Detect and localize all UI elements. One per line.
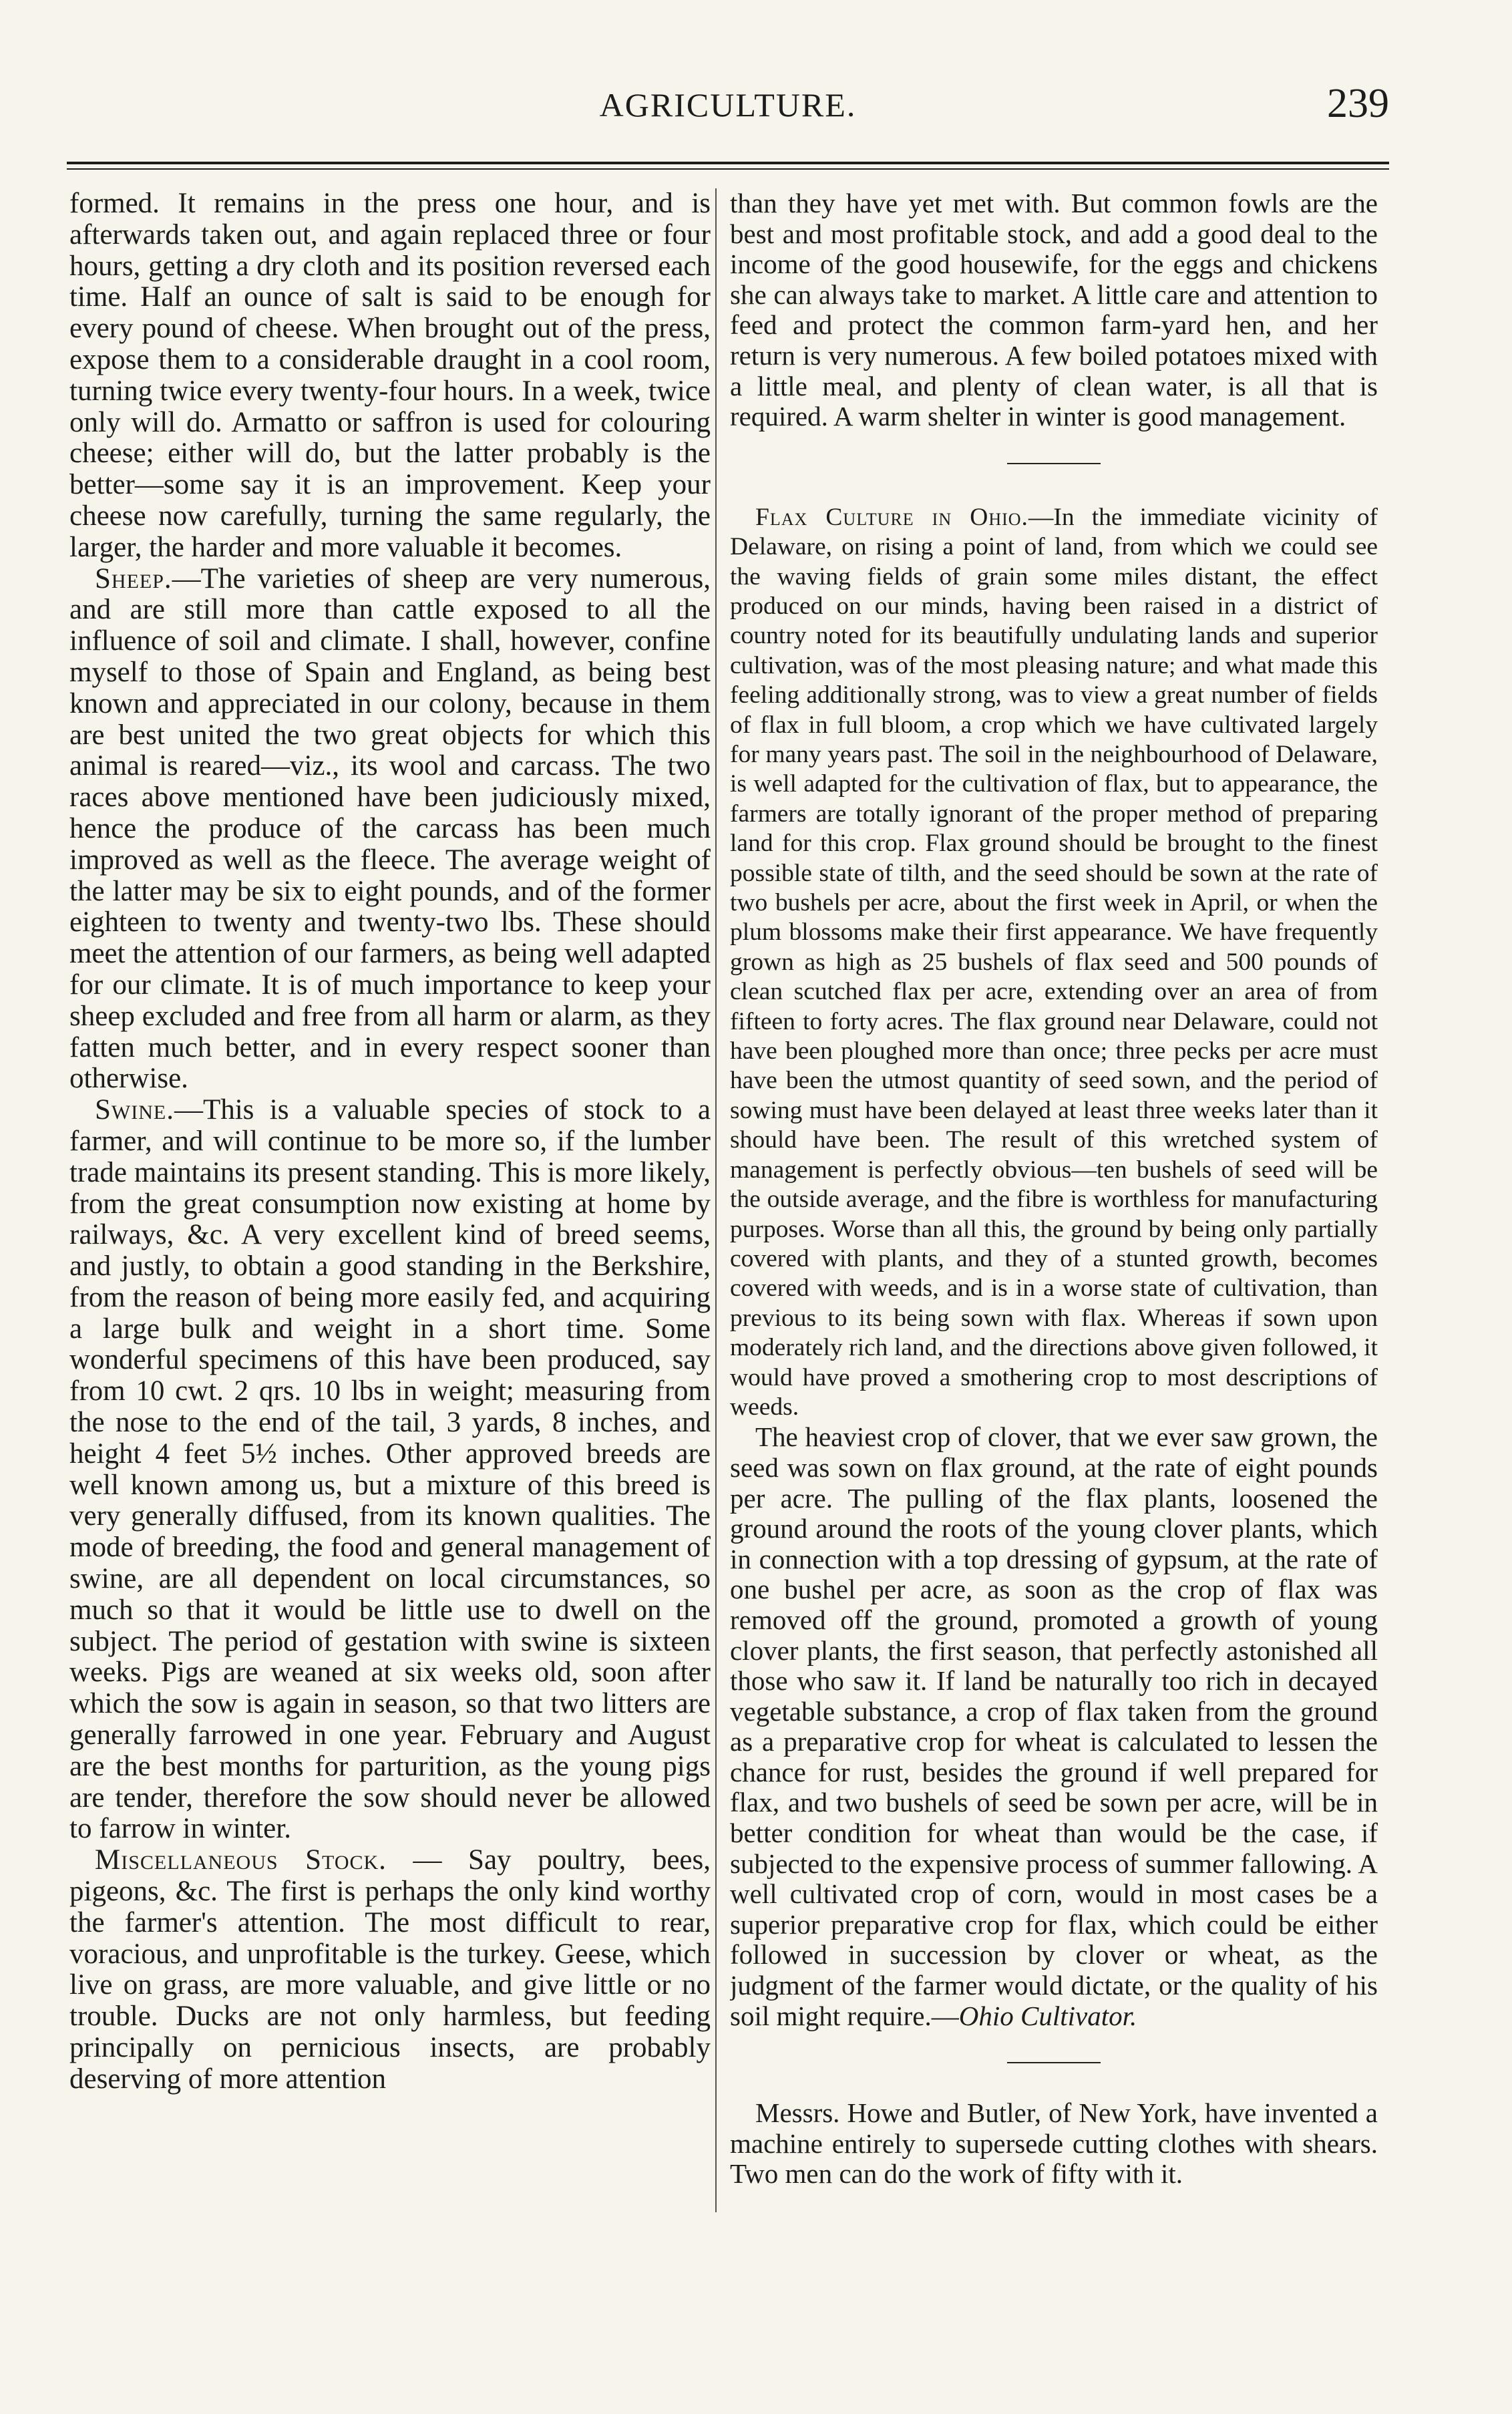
flax-text: —In the immediate vicinity of Delaware, on rising a point of land, from which we could see the waving fields of grain some miles distant, the effect produced on our minds, having been raised in a district of country noted for its beautifully undulating lands and superior cultivation, was of the most pleasing nature; and what made this feeling additionally strong, was to view a great number of fields of flax in full bloom, a crop which we have cultivated largely for many years past. The soil in the neighbourhood of Delaware, is well adapted for the cultivation of flax, but to appearance, the farmers are totally ignorant of the proper method of preparing land for this crop. Flax ground should be brought to the finest possible state of tilth, and the seed should be sown at the rate of two bushels per acre, about the first week in April, or when the plum blossoms make their first appearance. We have frequently grown as high as 25 bushels of flax seed and 500 pounds of clean scutched flax per acre, extending over an area of from fifteen to forty acres. The flax ground near Delaware, could not have been ploughed more than once; three pecks per acre must have been the utmost quantity of seed sown, and the period of sowing must have been delayed at least three weeks later than it should have been. The result of this wretched system of management is perfectly obvious—ten bushels of seed will be the outside average, and the fibre is worthless for manufacturing purposes. Worse than all this, the ground by being only partially covered with plants, and they of a stunted growth, becomes covered with weeds, and is in a worse state of cultivation, than previous to its being sown with flax. Whereas if sown upon moderately rich land, and the directions above given followed, it would have proved a smothering crop to most descriptions of weeds. [730,503,1378,1421]
cheese-paragraph: formed. It remains in the press one hour, and is afterwards taken out, and again replaced three or four hours, getting a dry cloth and its position reversed each time. Half an ounce of salt is said to be enough for every pound of cheese. When brought out of the press, expose them to a considerable draught in a cool room, turning twice every twenty-four hours. In a week, twice only will do. Armatto or saffron is used for colouring cheese; either will do, but the latter probably is the better—some say it is an improvement. Keep your cheese now carefully, turning the same regularly, the larger, the harder and more valuable it becomes. [69,188,711,563]
flax-heading: Flax Culture in Ohio. [755,503,1028,531]
left-column [69,188,711,2219]
sheep-heading: Sheep. [95,562,172,594]
page-number: 239 [1327,81,1389,126]
swine-text: —This is a valuable species of stock to a farmer, and will continue to be more so, if the lumber trade maintains its present standing. This is more likely, from the great consumption now existing at home by railways, &c. A very excellent kind of breed seems, and justly, to obtain a good standing in the Berkshire, from the reason of being more easily fed, and acquiring a large bulk and weight in a short time. Some wonderful specimens of this have been produced, say from 10 cwt. 2 qrs. 10 lbs in weight; measuring from the nose to the end of the tail, 3 yards, 8 inches, and height 4 feet 5½ inches. Other approved breeds are well known among us, but a mixture of this breed is very generally diffused, from its known qualities. The mode of breeding, the food and general management of swine, are all dependent on local circumstances, so much so that it would be little use to dwell on the subject. The period of gestation with swine is sixteen weeks. Pigs are weaned at six weeks old, soon after which the sow is again in season, so that two litters are generally farrowed in one year. February and August are the best months for parturition, as the young pigs are tender, therefore the sow should never be allowed to farrow in winter. [69,1094,711,1845]
section-separator [1007,463,1101,464]
poultry-paragraph: than they have yet met with. But common fowls are the best and most profitable stock, and add a good deal to the income of the good housewife, for the eggs and chickens she can always take to market. A little care and attention to feed and protect the common farm-yard hen, and her return is very numerous. A few boiled potatoes mixed with a little meal, and plenty of clean water, is all that is required. A warm shelter in winter is good management. [730,188,1378,432]
right-column [730,188,1378,2219]
misc-stock-paragraph [69,1845,711,2095]
clover-source: Ohio Cultivator. [958,2000,1137,2031]
misc-stock-heading: Miscellaneous Stock. [95,1844,387,1876]
sheep-text: —The varieties of sheep are very numerous, and are still more than cattle exposed to all the influence of soil and climate. I shall, however, confine myself to those of Spain and England, as being best known and appreciated in our colony, because in them are best united the two great objects for which this animal is reared—viz., its wool and carcass. The two races above mentioned have been judiciously mixed, hence the produce of the carcass has been much improved as well as the fleece. The average weight of the latter may be six to eight pounds, and of the former eighteen to twenty and twenty-two lbs. These should meet the attention of our farmers, as being well adapted for our climate. It is of much importance to keep your sheep excluded and free from all harm or alarm, as they fatten much better, and in every respect sooner than otherwise. [69,562,711,1095]
misc-stock-text: — Say poultry, bees, pigeons, &c. The first is perhaps the only kind worthy the farmer's attention. The most difficult to rear, voracious, and unprofitable is the turkey. Geese, which live on grass, are more valuable, and give little or no trouble. Ducks are not only harmless, but feeding principally on pernicious insects, are probably deserving of more attention [69,1844,711,2095]
header-rule-thin [67,168,1389,170]
howe-butler-paragraph: Messrs. Howe and Butler, of New York, have invented a machine entirely to supersede cutting clothes with shears. Two men can do the work of fifty with it. [730,2097,1378,2190]
header-rule [67,162,1389,164]
clover-paragraph [730,1422,1378,2031]
swine-heading: Swine. [95,1094,174,1126]
page-header [67,80,1389,154]
clover-text: The heaviest crop of clover, that we ever saw grown, the seed was sown on flax ground, at the rate of eight pounds per acre. The pulling of the flax plants, loosened the ground around the roots of the young clover plants, which in connection with a top dressing of gypsum, at the rate of one bushel per acre, as soon as the crop of flax was removed off the ground, promoted a growth of young clover plants, the first season, that perfectly astonished all those who saw it. If land be naturally too rich in decayed vegetable substance, a crop of flax taken from the ground as a preparative crop for wheat is calculated to lessen the chance for rust, besides the ground if well prepared for flax, and two bushels of seed be sown per acre, will be in better condition for wheat than would be the case, if subjected to the expensive process of summer fallowing. A well cultivated crop of corn, would in most cases be a superior preparative crop for flax, which could be either followed in succession by clover or wheat, as the judgment of the farmer would dictate, or the quality of his soil might require.— [730,1421,1378,2031]
swine-paragraph [69,1095,711,1845]
flax-paragraph [730,503,1378,1423]
column-divider [715,188,717,2212]
running-title: AGRICULTURE. [599,86,857,124]
sheep-paragraph [69,564,711,1095]
section-separator-2 [1007,2062,1101,2063]
